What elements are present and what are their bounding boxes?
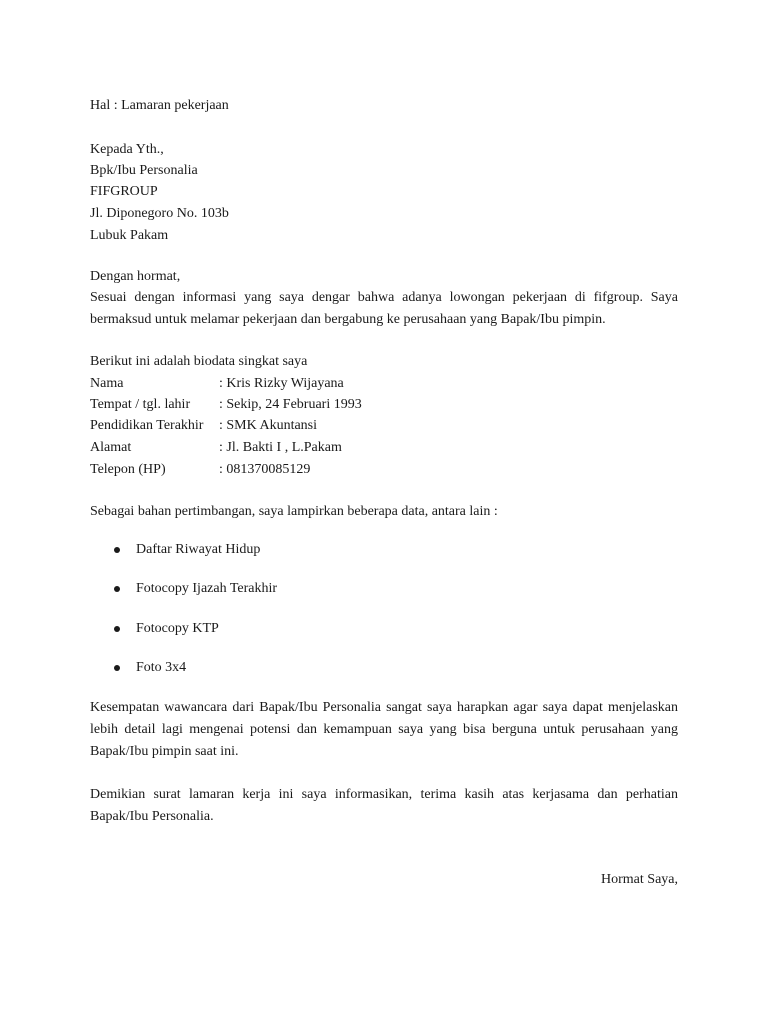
attachment-item-label: Fotocopy KTP [136, 621, 219, 636]
attachment-item-label: Foto 3x4 [136, 660, 187, 675]
recipient-street: Jl. Diponegoro No. 103b [90, 206, 229, 221]
interview-paragraph: Kesempatan wawancara dari Bapak/Ibu Personalia sangat saya harapkan agar saya dapat menjelaskan lebih detail lagi mengenai potensi dan kemampuan saya yang bisa berguna untuk perusahaan yang Bapak/Ibu pimpin saat ini. [90, 700, 678, 759]
attachments-intro: Sebagai bahan pertimbangan, saya lampirkan beberapa data, antara lain : [90, 504, 498, 519]
biodata-value: : Sekip, 24 Februari 1993 [219, 397, 362, 412]
biodata-value: : SMK Akuntansi [219, 418, 318, 433]
bullet-dot-icon [114, 626, 120, 632]
attachment-item-label: Fotocopy Ijazah Terakhir [136, 581, 278, 596]
biodata-value: : 081370085129 [219, 462, 311, 477]
subject-line: Hal : Lamaran pekerjaan [90, 98, 229, 113]
attachment-item-label: Daftar Riwayat Hidup [136, 542, 261, 557]
bullet-dot-icon [114, 586, 120, 592]
biodata-label: Telepon (HP) [90, 462, 166, 477]
recipient-title: Bpk/Ibu Personalia [90, 163, 198, 178]
recipient-city: Lubuk Pakam [90, 228, 169, 243]
recipient-company: FIFGROUP [90, 184, 158, 199]
biodata-label: Pendidikan Terakhir [90, 418, 204, 433]
signoff: Hormat Saya, [601, 872, 678, 887]
bullet-dot-icon [114, 547, 120, 553]
biodata-label: Alamat [90, 440, 132, 455]
biodata-label: Nama [90, 376, 124, 391]
closing-paragraph: Demikian surat lamaran kerja ini saya informasikan, terima kasih atas kerjasama dan perhatian Bapak/Ibu Personalia. [90, 787, 678, 824]
biodata-value: : Jl. Bakti I , L.Pakam [219, 440, 342, 455]
biodata-value: : Kris Rizky Wijayana [219, 376, 344, 391]
biodata-heading: Berikut ini adalah biodata singkat saya [90, 354, 308, 369]
intro-paragraph: Sesuai dengan informasi yang saya dengar bahwa adanya lowongan pekerjaan di fifgroup. Saya bermaksud untuk melamar pekerjaan dan bergabung ke perusahaan yang Bapak/Ibu pimpin. [90, 290, 678, 327]
greeting: Dengan hormat, [90, 269, 181, 284]
recipient-salutation: Kepada Yth., [90, 142, 164, 157]
biodata-label: Tempat / tgl. lahir [90, 397, 191, 412]
bullet-dot-icon [114, 665, 120, 671]
